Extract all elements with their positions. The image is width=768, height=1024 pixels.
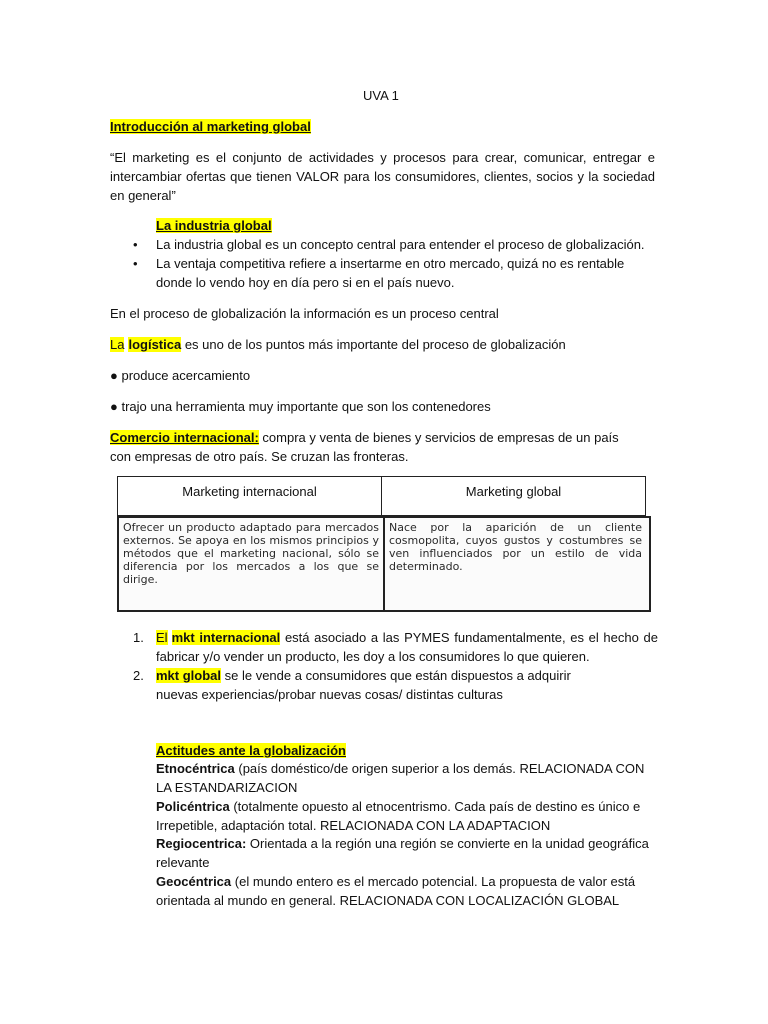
comparison-table-body [117,516,651,612]
logistica-item: ● produce acercamiento [110,368,251,383]
item-number: 1. [133,630,144,645]
numbered-item-text [156,628,658,666]
industria-heading [156,216,272,235]
actitudes-heading [156,741,346,760]
numbered-item-rest: está asociado a las PYMES fundamentalmente, es el hecho de fabricar y/o vender un producto, les doy a los consumidores lo que quieren. [156,630,658,664]
actitudes-heading-text: Actitudes ante la globalización [156,743,346,758]
numbered-item-lead: El [156,630,168,645]
actitud-item [156,872,656,910]
table-header-left-text: Marketing internacional [182,484,317,499]
actitud-item [156,759,656,797]
actitud-rest: (totalmente opuesto al etnocentrismo. Cada país de destino es único e Irrepetible, adaptación total. RELACIONADA CON LA ADAPTACION [156,799,641,833]
bullet-dot: • [133,237,138,252]
logistica-item: ● trajo una herramienta muy importante que son los contenedores [110,399,491,414]
numbered-item-rest: se le vende a consumidores que están dispuestos a adquirir nuevas experiencias/probar nuevas cosas/ distintas culturas [156,668,571,702]
actitud-item [156,834,656,872]
logistica-term: logística [128,337,182,352]
table-header-right-text: Marketing global [465,484,562,499]
logistica-paragraph [110,335,670,354]
numbered-item-term: mkt global [156,668,222,683]
table-header-right [381,476,646,516]
intro-heading [110,117,311,136]
industria-bullet [133,235,653,254]
actitud-term: Geocéntrica [156,874,232,889]
industria-bullet-text: La industria global es un concepto central para entender el proceso de globalización. [156,237,645,252]
page-title: UVA 1 [363,88,399,103]
numbered-item [133,666,658,704]
actitud-term: Regiocentrica: [156,836,247,851]
actitud-rest: (el mundo entero es el mercado potencial. La propuesta de valor está orientada al mundo en general. RELACIONADA CON LOCALIZACIÓN GLOBAL [156,874,636,908]
actitud-rest: Orientada a la región una región se convierte en la unidad geográfica relevante [156,836,649,870]
item-number: 2. [133,668,144,683]
proceso-info-paragraph: En el proceso de globalización la información es un proceso central [110,306,499,321]
actitud-item [156,797,656,835]
numbered-item-text [156,666,616,704]
logistica-rest: es uno de los puntos más importante del proceso de globalización [181,337,566,352]
logistica-prefix: La [110,337,125,352]
marketing-definition-quote: “El marketing es el conjunto de actividades y procesos para crear, comunicar, entregar e intercambiar ofertas que tienen VALOR para los consumidores, clientes, socios y la sociedad en general” [110,150,655,203]
actitud-term: Policéntrica [156,799,230,814]
table-cell-global: Nace por la aparición de un cliente cosmopolita, cuyos gustos y costumbres se ven influenciados por un estilo de vida determinado. [389,521,642,573]
comercio-rest: compra y venta de bienes y servicios de empresas de un país con empresas de otro país. Se cruzan las fronteras. [110,430,619,464]
table-cell-internacional: Ofrecer un producto adaptado para mercados externos. Se apoya en los mismos principios y métodos que el marketing nacional, sólo se diferencia por los mercados a los que se dirige. [123,521,379,586]
actitud-term: Etnocéntrica [156,761,235,776]
industria-bullet [133,254,653,292]
numbered-item [133,628,658,666]
comercio-term: Comercio internacional: [110,430,259,445]
actitud-rest: (país doméstico/de origen superior a los demás. RELACIONADA CON LA ESTANDARIZACION [156,761,645,795]
table-column-divider [383,518,385,610]
numbered-item-term: mkt internacional [171,630,281,645]
industria-bullet-text: La ventaja competitiva refiere a insertarme en otro mercado, quizá no es rentable donde lo vendo hoy en día pero si en el país nuevo. [156,256,625,290]
bullet-dot: • [133,256,138,271]
comercio-paragraph [110,428,630,466]
industria-heading-text: La industria global [156,218,272,233]
intro-heading-text: Introducción al marketing global [110,119,311,134]
table-header-left [117,476,382,516]
